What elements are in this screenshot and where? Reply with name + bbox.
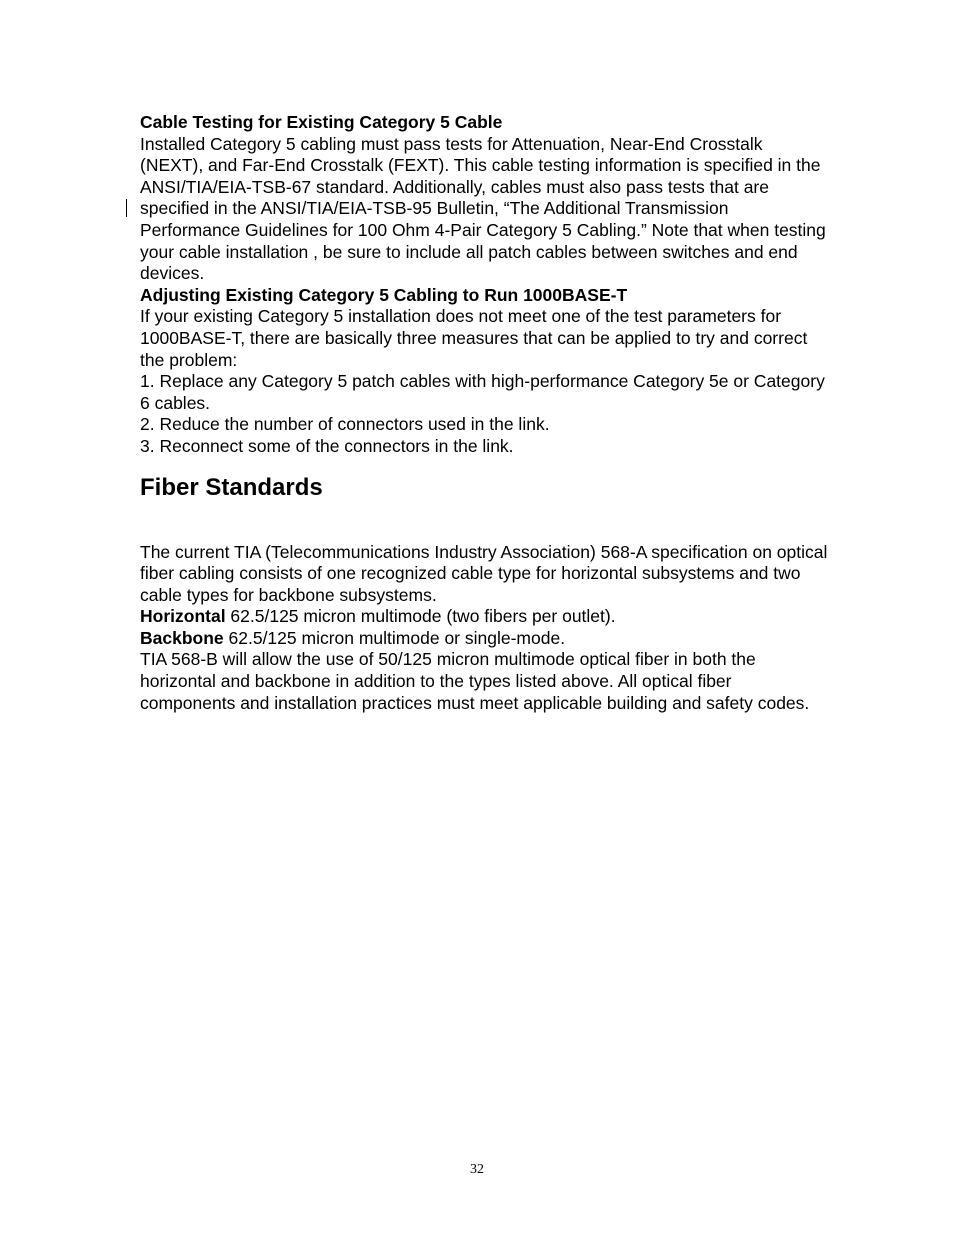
horizontal-line <box>140 606 830 628</box>
measure-item-3: 3. Reconnect some of the connectors in the link. <box>140 435 514 456</box>
page-content <box>140 112 830 714</box>
cable-testing-heading: Cable Testing for Existing Category 5 Cable <box>140 112 503 132</box>
fiber-standards-title: Fiber Standards <box>140 473 323 501</box>
fiber-intro-paragraph: The current TIA (Telecommunications Industry Association) 568-A specification on optical fiber cabling consists of one recognized cable type for horizontal subsystems and two cable types for backbone subsystems. <box>140 541 828 605</box>
adjusting-cabling-heading: Adjusting Existing Category 5 Cabling to Run 1000BASE-T <box>140 284 628 305</box>
cable-testing-paragraph: Installed Category 5 cabling must pass tests for Attenuation, Near-End Crosstalk (NEXT), and Far-End Crosstalk (FEXT). This cable testing information is specified in the ANSI/TIA/EIA-TSB-67 standard. Additionally, cables must also pass tests that are specified in the ANSI/TIA/EIA-TSB-95 Bulletin, “The Additional Transmission Performance Guidelines for 100 Ohm 4-Pair Category 5 Cabling.” Note that when testing your cable installation , be sure to include all patch cables between switches and end devices. <box>140 133 826 284</box>
measure-item-2: 2. Reduce the number of connectors used in the link. <box>140 414 550 435</box>
backbone-description: 62.5/125 micron multimode or single-mode. <box>223 627 566 648</box>
horizontal-term: Horizontal <box>140 606 226 627</box>
adjusting-cabling-paragraph: If your existing Category 5 installation does not meet one of the test parameters for 1000BASE-T, there are basically three measures that can be applied to try and correct the problem: <box>140 306 808 370</box>
page-number: 32 <box>470 1162 484 1177</box>
backbone-line <box>140 628 830 650</box>
backbone-term: Backbone <box>140 627 224 648</box>
horizontal-description: 62.5/125 micron multimode (two fibers per outlet). <box>225 606 616 627</box>
fiber-closing-paragraph: TIA 568-B will allow the use of 50/125 micron multimode optical fiber in both the horizontal and backbone in addition to the types listed above. All optical fiber components and installation practices must meet applicable building and safety codes. <box>140 649 810 713</box>
measure-item-1: 1. Replace any Category 5 patch cables with high-performance Category 5e or Category 6 cables. <box>140 371 825 413</box>
fiber-standards-body <box>140 542 830 715</box>
revision-change-bar <box>126 199 127 217</box>
